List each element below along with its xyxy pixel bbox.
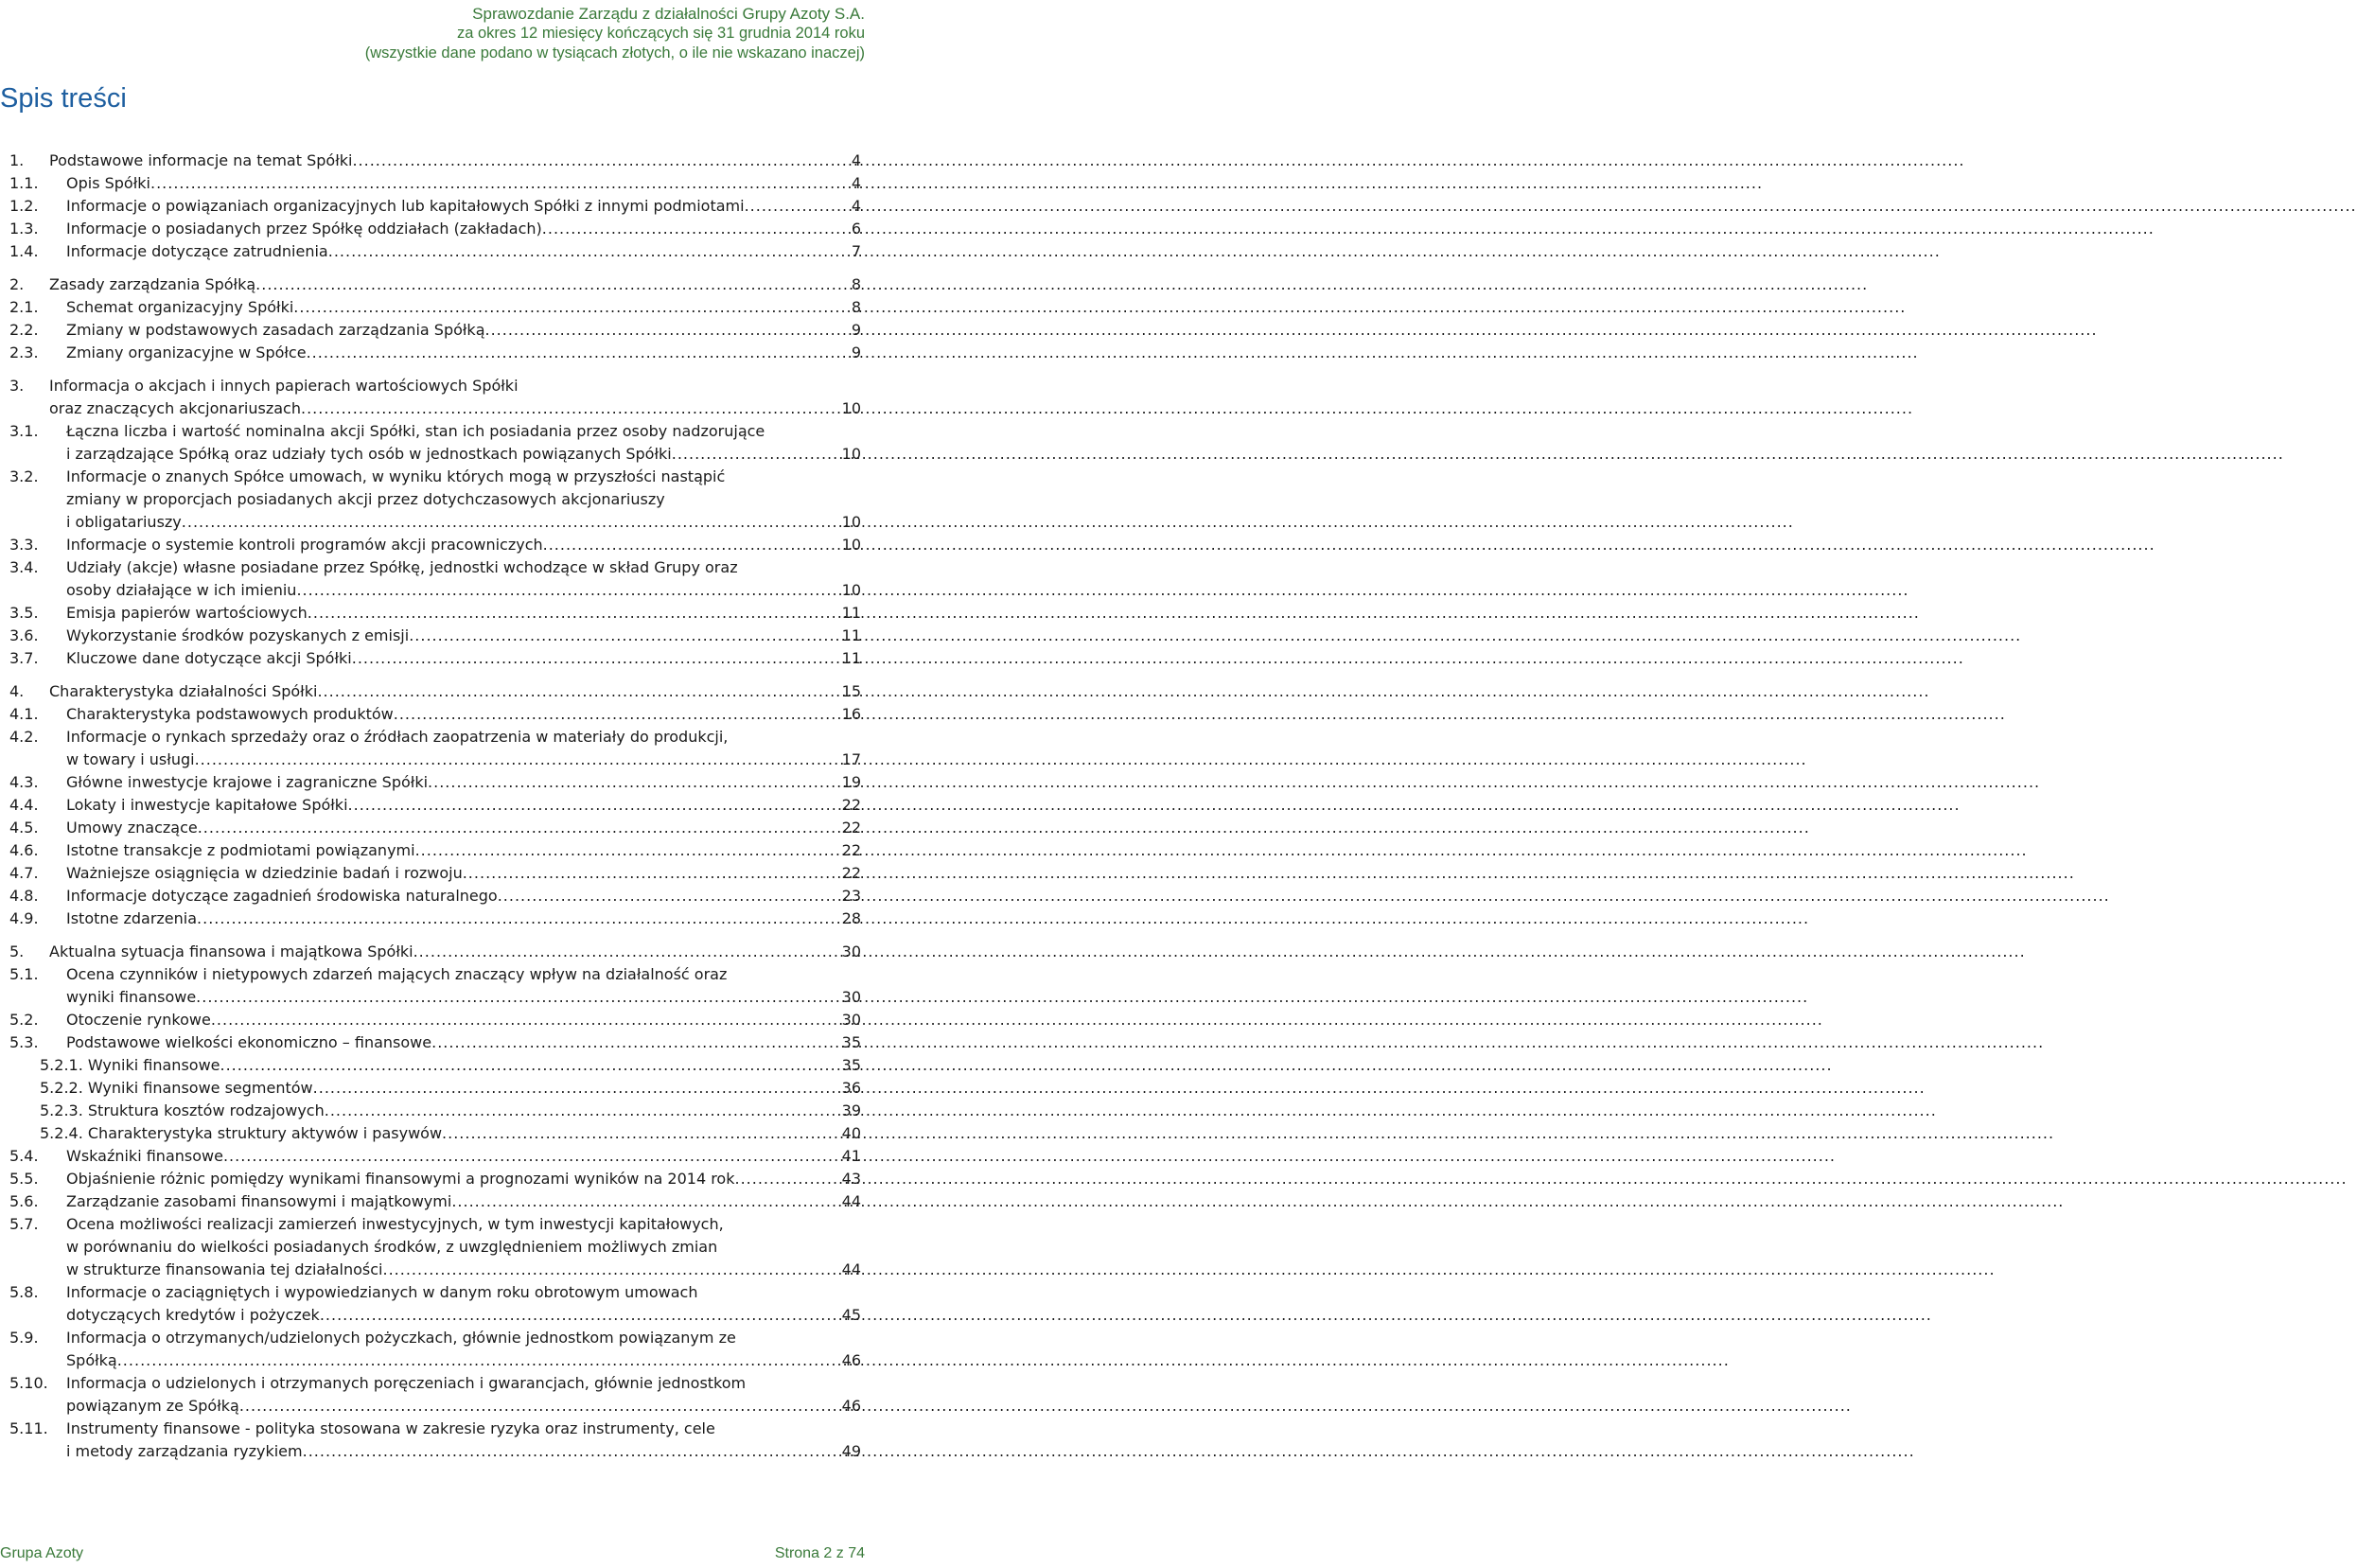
toc-entry-number: 5.7. — [9, 1215, 39, 1233]
header-units-note: (wszystkie dane podano w tysiącach złotych, o ile nie wskazano inaczej) — [364, 44, 865, 62]
toc-entry-title: 5.2.3. Struktura kosztów rodzajowych — [40, 1101, 325, 1119]
toc-entry-number: 3.4. — [9, 558, 39, 576]
footer-company: Grupa Azoty — [0, 1545, 84, 1561]
toc-entry-title: i zarządzające Spółką oraz udziały tych osób w jednostkach powiązanych Spółki — [66, 445, 672, 463]
dot-leader — [150, 172, 850, 195]
toc-entry-title: 5.2.2. Wyniki finansowe segmentów — [40, 1079, 313, 1097]
dot-leader — [195, 749, 840, 771]
toc-entry-title: w towary i usługi — [66, 750, 195, 768]
toc-entry-number: 2.3. — [9, 344, 39, 361]
toc-entry[interactable] — [0, 963, 861, 1009]
dot-leader — [409, 625, 839, 647]
toc-entry[interactable] — [0, 680, 861, 703]
dot-leader — [239, 1395, 840, 1418]
toc-entry-page: 16 — [841, 705, 861, 723]
toc-entry-title: Główne inwestycje krajowe i zagraniczne Spółki — [66, 773, 429, 791]
dot-leader — [313, 1077, 840, 1100]
toc-entry-number: 5.8. — [9, 1283, 39, 1301]
toc-entry-page: 11 — [841, 649, 861, 667]
toc-entry-number: 1.2. — [9, 197, 39, 215]
dot-leader — [197, 907, 840, 930]
toc-entry-page: 28 — [841, 909, 861, 927]
dot-leader — [296, 579, 839, 602]
toc-entry-page: 40 — [841, 1124, 861, 1142]
toc-entry-page: 39 — [841, 1101, 861, 1119]
toc-entry-page: 22 — [841, 819, 861, 837]
toc-entry-title: Informacje dotyczące zagadnień środowiska naturalnego — [66, 887, 498, 905]
dot-leader — [317, 680, 839, 703]
toc-entry[interactable] — [0, 885, 861, 907]
dot-leader — [293, 296, 850, 319]
toc-entry-page: 11 — [841, 626, 861, 644]
toc-entry[interactable] — [0, 817, 861, 839]
toc-entry-number: 4.9. — [9, 909, 39, 927]
toc-entry-number: 3.2. — [9, 467, 39, 485]
toc-entry-page: 4 — [851, 174, 861, 192]
toc-entry-number: 4.4. — [9, 796, 39, 814]
dot-leader — [383, 1259, 840, 1281]
toc-entry-title: Informacje o posiadanych przez Spółkę oddziałach (zakładach) — [66, 220, 542, 238]
toc-entry-title: Informacje dotyczące zatrudnienia — [66, 242, 328, 260]
dot-leader — [415, 839, 840, 862]
dot-leader — [542, 218, 850, 240]
toc-entry[interactable] — [0, 1327, 861, 1372]
toc-entry-title: Udziały (akcje) własne posiadane przez Spółkę, jednostki wchodzące w skład Grupy oraz — [66, 558, 738, 576]
dot-leader — [442, 1122, 840, 1145]
toc-entry-title: wyniki finansowe — [66, 988, 197, 1006]
toc-entry[interactable] — [0, 240, 861, 263]
toc-entry-title: Informacja o otrzymanych/udzielonych pożyczkach, głównie jednostkom powiązanym ze — [66, 1329, 736, 1347]
toc-entry[interactable] — [0, 1418, 861, 1463]
toc-entry-number: 4.1. — [9, 705, 39, 723]
toc-entry-number: 4.6. — [9, 841, 39, 859]
toc-entry-page: 10 — [841, 581, 861, 599]
dot-leader — [220, 1054, 840, 1077]
toc-entry-title: Objaśnienie różnic pomiędzy wynikami finansowymi a prognozami wyników na 2014 rok — [66, 1170, 735, 1188]
toc-entry[interactable] — [0, 342, 861, 364]
toc-entry[interactable] — [0, 647, 861, 670]
dot-leader — [352, 150, 849, 172]
dot-leader — [348, 794, 840, 817]
toc-entry[interactable] — [0, 794, 861, 817]
toc-entry-title: oraz znaczących akcjonariuszach — [49, 399, 301, 417]
toc-entry-page: 4 — [851, 151, 861, 169]
toc-entry-number: 3.3. — [9, 536, 39, 554]
dot-leader — [223, 1145, 840, 1168]
toc-entry-title: w porównaniu do wielkości posiadanych środków, z uwzględnieniem możliwych zmian — [66, 1238, 718, 1256]
toc-entry-page: 41 — [841, 1147, 861, 1165]
toc-entry-title: Kluczowe dane dotyczące akcji Spółki — [66, 649, 352, 667]
toc-entry-number: 5.11. — [9, 1419, 48, 1437]
dot-leader — [498, 885, 840, 907]
toc-entry-title: Wskaźniki finansowe — [66, 1147, 223, 1165]
toc-entry-number: 4.5. — [9, 819, 39, 837]
toc-entry-number: 5.5. — [9, 1170, 39, 1188]
header-period: za okres 12 miesięcy kończących się 31 grudnia 2014 roku — [456, 25, 865, 42]
table-of-contents — [0, 150, 861, 1463]
dot-leader — [198, 817, 840, 839]
toc-entry[interactable] — [0, 1077, 861, 1100]
toc-entry-page: 9 — [851, 344, 861, 361]
toc-entry-number: 5. — [9, 943, 25, 960]
toc-entry-title: Informacja o udzielonych i otrzymanych poręczeniach i gwarancjach, głównie jednostkom — [66, 1374, 747, 1392]
toc-entry-page: 44 — [841, 1260, 861, 1278]
toc-entry[interactable] — [0, 862, 861, 885]
toc-entry-page: 35 — [841, 1056, 861, 1074]
toc-entry-title: Informacje o powiązaniach organizacyjnych lub kapitałowych Spółki z innymi podmiotami — [66, 197, 745, 215]
toc-entry-page: 45 — [841, 1306, 861, 1324]
toc-entry-page: 23 — [841, 887, 861, 905]
toc-entry-title: Informacja o akcjach i innych papierach wartościowych Spółki — [49, 377, 519, 395]
toc-entry-title: Podstawowe informacje na temat Spółki — [49, 151, 353, 169]
toc-entry-page: 15 — [841, 682, 861, 700]
toc-entry-page: 22 — [841, 796, 861, 814]
toc-entry[interactable] — [0, 1213, 861, 1281]
toc-entry-title: Podstawowe wielkości ekonomiczno – finansowe — [66, 1033, 432, 1051]
toc-entry-page: 8 — [851, 275, 861, 293]
toc-entry[interactable] — [0, 1054, 861, 1077]
dot-leader — [255, 273, 850, 296]
toc-entry-page: 49 — [841, 1442, 861, 1460]
toc-entry-page: 19 — [841, 773, 861, 791]
toc-entry-page: 22 — [841, 841, 861, 859]
toc-entry-title: Informacje o rynkach sprzedaży oraz o źródłach zaopatrzenia w materiały do produkcji, — [66, 728, 729, 746]
toc-entry-page: 11 — [841, 604, 861, 622]
toc-entry-title: Lokaty i inwestycje kapitałowe Spółki — [66, 796, 348, 814]
toc-entry-page: 9 — [851, 321, 861, 339]
dot-leader — [431, 1031, 840, 1054]
toc-entry-page: 4 — [851, 197, 861, 215]
toc-entry-number: 3.5. — [9, 604, 39, 622]
toc-entry[interactable] — [0, 703, 861, 726]
toc-entry[interactable] — [0, 941, 861, 963]
dot-leader — [182, 511, 840, 534]
toc-entry-number: 1. — [9, 151, 25, 169]
dot-leader — [428, 771, 840, 794]
toc-entry-page: 46 — [841, 1397, 861, 1415]
toc-entry-title: Zmiany organizacyjne w Spółce — [66, 344, 307, 361]
toc-entry[interactable] — [0, 839, 861, 862]
toc-entry-title: i obligatariuszy — [66, 513, 182, 531]
toc-entry[interactable] — [0, 1031, 861, 1054]
dot-leader — [303, 1440, 840, 1463]
dot-leader — [117, 1349, 840, 1372]
dot-leader — [734, 1168, 839, 1190]
toc-entry-page: 10 — [841, 445, 861, 463]
toc-entry-number: 3.6. — [9, 626, 39, 644]
dot-leader — [211, 1009, 840, 1031]
toc-entry[interactable] — [0, 1281, 861, 1327]
toc-entry-page: 36 — [841, 1079, 861, 1097]
dot-leader — [745, 195, 850, 218]
toc-entry-number: 1.1. — [9, 174, 39, 192]
toc-entry[interactable] — [0, 1190, 861, 1213]
toc-entry-title: Spółką — [66, 1351, 117, 1369]
toc-entry-title: Istotne transakcje z podmiotami powiązanymi — [66, 841, 415, 859]
toc-entry-title: Charakterystyka działalności Spółki — [49, 682, 318, 700]
toc-entry[interactable] — [0, 296, 861, 319]
dot-leader — [394, 703, 840, 726]
toc-entry-page: 30 — [841, 988, 861, 1006]
toc-entry-title: Informacje o systemie kontroli programów akcji pracowniczych — [66, 536, 543, 554]
toc-entry-title: Łączna liczba i wartość nominalna akcji Spółki, stan ich posiadania przez osoby nadzorujące — [66, 422, 765, 440]
dot-leader — [196, 986, 839, 1009]
toc-entry[interactable] — [0, 1145, 861, 1168]
toc-entry-number: 2.2. — [9, 321, 39, 339]
dot-leader — [328, 240, 850, 263]
toc-entry-number: 1.4. — [9, 242, 39, 260]
toc-entry-number: 5.4. — [9, 1147, 39, 1165]
toc-entry[interactable] — [0, 1372, 861, 1418]
toc-entry-page: 10 — [841, 399, 861, 417]
toc-entry-title: zmiany w proporcjach posiadanych akcji przez dotychczasowych akcjonariuszy — [66, 490, 665, 508]
toc-entry[interactable] — [0, 375, 861, 420]
toc-entry-number: 5.2. — [9, 1011, 39, 1029]
dot-leader — [320, 1304, 840, 1327]
toc-entry[interactable] — [0, 1122, 861, 1145]
dot-leader — [307, 342, 850, 364]
toc-entry-number: 4. — [9, 682, 25, 700]
toc-entry-title: Instrumenty finansowe - polityka stosowana w zakresie ryzyka oraz instrumenty, cele — [66, 1419, 715, 1437]
toc-entry[interactable] — [0, 273, 861, 296]
toc-entry-title: 5.2.1. Wyniki finansowe — [40, 1056, 220, 1074]
toc-entry-number: 2. — [9, 275, 25, 293]
dot-leader — [325, 1100, 840, 1122]
dot-leader — [672, 443, 840, 466]
toc-entry-page: 17 — [841, 750, 861, 768]
toc-entry-title: Istotne zdarzenia — [66, 909, 198, 927]
toc-entry-title: Informacje o zaciągniętych i wypowiedzianych w danym roku obrotowym umowach — [66, 1283, 698, 1301]
toc-entry-title: powiązanym ze Spółką — [66, 1397, 239, 1415]
toc-entry[interactable] — [0, 150, 861, 172]
toc-entry-page: 46 — [841, 1351, 861, 1369]
toc-entry-title: w strukturze finansowania tej działalności — [66, 1260, 383, 1278]
toc-entry-number: 4.3. — [9, 773, 39, 791]
toc-entry-page: 6 — [851, 220, 861, 238]
toc-entry[interactable] — [0, 771, 861, 794]
toc-entry-number: 2.1. — [9, 298, 39, 316]
toc-entry[interactable] — [0, 556, 861, 602]
dot-leader — [413, 941, 840, 963]
toc-entry-number: 5.6. — [9, 1192, 39, 1210]
toc-entry-title: Zarządzanie zasobami finansowymi i majątkowymi — [66, 1192, 452, 1210]
toc-entry-number: 5.9. — [9, 1329, 39, 1347]
toc-entry-title: Opis Spółki — [66, 174, 150, 192]
toc-entry-page: 22 — [841, 864, 861, 882]
dot-leader — [352, 647, 840, 670]
toc-entry[interactable] — [0, 625, 861, 647]
toc-entry[interactable] — [0, 602, 861, 625]
toc-entry-title: Schemat organizacyjny Spółki — [66, 298, 294, 316]
dot-leader — [463, 862, 840, 885]
toc-entry[interactable] — [0, 195, 861, 218]
toc-entry-page: 10 — [841, 536, 861, 554]
toc-entry[interactable] — [0, 1168, 861, 1190]
toc-entry-title: Ocena możliwości realizacji zamierzeń inwestycyjnych, w tym inwestycji kapitałowych, — [66, 1215, 724, 1233]
toc-entry-title: Charakterystyka podstawowych produktów — [66, 705, 394, 723]
toc-entry-title: Aktualna sytuacja finansowa i majątkowa Spółki — [49, 943, 413, 960]
toc-entry-number: 4.8. — [9, 887, 39, 905]
toc-entry-page: 8 — [851, 298, 861, 316]
toc-entry-title: dotyczących kredytów i pożyczek — [66, 1306, 320, 1324]
toc-entry-number: 5.1. — [9, 965, 39, 983]
toc-entry-title: 5.2.4. Charakterystyka struktury aktywów i pasywów — [40, 1124, 443, 1142]
toc-entry[interactable] — [0, 1009, 861, 1031]
dot-leader — [485, 319, 850, 342]
toc-entry-page: 10 — [841, 513, 861, 531]
toc-entry-number: 4.2. — [9, 728, 39, 746]
toc-entry-page: 30 — [841, 1011, 861, 1029]
toc-entry[interactable] — [0, 466, 861, 534]
toc-entry-number: 3. — [9, 377, 25, 395]
toc-entry-title: osoby działające w ich imieniu — [66, 581, 297, 599]
footer-page-number: Strona 2 z 74 — [774, 1545, 865, 1561]
toc-entry-title: Zmiany w podstawowych zasadach zarządzania Spółką — [66, 321, 485, 339]
toc-entry-page: 43 — [841, 1170, 861, 1188]
toc-entry-number: 4.7. — [9, 864, 39, 882]
toc-entry-page: 30 — [841, 943, 861, 960]
toc-entry[interactable] — [0, 726, 861, 771]
toc-entry-page: 7 — [851, 242, 861, 260]
toc-entry-number: 1.3. — [9, 220, 39, 238]
header-report-title: Sprawozdanie Zarządu z działalności Grupy Azoty S.A. — [472, 5, 865, 23]
dot-leader — [308, 602, 840, 625]
toc-entry-number: 5.10. — [9, 1374, 48, 1392]
dot-leader — [451, 1190, 839, 1213]
dot-leader — [301, 397, 840, 420]
toc-entry[interactable] — [0, 420, 861, 466]
toc-entry[interactable] — [0, 319, 861, 342]
dot-leader — [543, 534, 840, 556]
toc-entry-number: 5.3. — [9, 1033, 39, 1051]
toc-entry-title: Otoczenie rynkowe — [66, 1011, 211, 1029]
toc-entry-title: Emisja papierów wartościowych — [66, 604, 308, 622]
toc-entry-page: 35 — [841, 1033, 861, 1051]
toc-entry-title: Wykorzystanie środków pozyskanych z emisji — [66, 626, 410, 644]
toc-entry-title: Umowy znaczące — [66, 819, 198, 837]
toc-entry-title: Ważniejsze osiągnięcia w dziedzinie badań i rozwoju — [66, 864, 463, 882]
document-header — [365, 4, 865, 63]
toc-title: Spis treści — [0, 83, 127, 114]
toc-entry[interactable] — [0, 907, 861, 930]
toc-entry-number: 3.7. — [9, 649, 39, 667]
toc-entry-title: Ocena czynników i nietypowych zdarzeń mających znaczący wpływ na działalność oraz — [66, 965, 728, 983]
toc-entry-page: 44 — [841, 1192, 861, 1210]
toc-entry[interactable] — [0, 172, 861, 195]
toc-entry[interactable] — [0, 534, 861, 556]
toc-entry[interactable] — [0, 218, 861, 240]
toc-entry-number: 3.1. — [9, 422, 39, 440]
toc-entry-title: i metody zarządzania ryzykiem — [66, 1442, 303, 1460]
toc-entry-title: Informacje o znanych Spółce umowach, w wyniku których mogą w przyszłości nastąpić — [66, 467, 726, 485]
toc-entry[interactable] — [0, 1100, 861, 1122]
toc-entry-title: Zasady zarządzania Spółką — [49, 275, 256, 293]
